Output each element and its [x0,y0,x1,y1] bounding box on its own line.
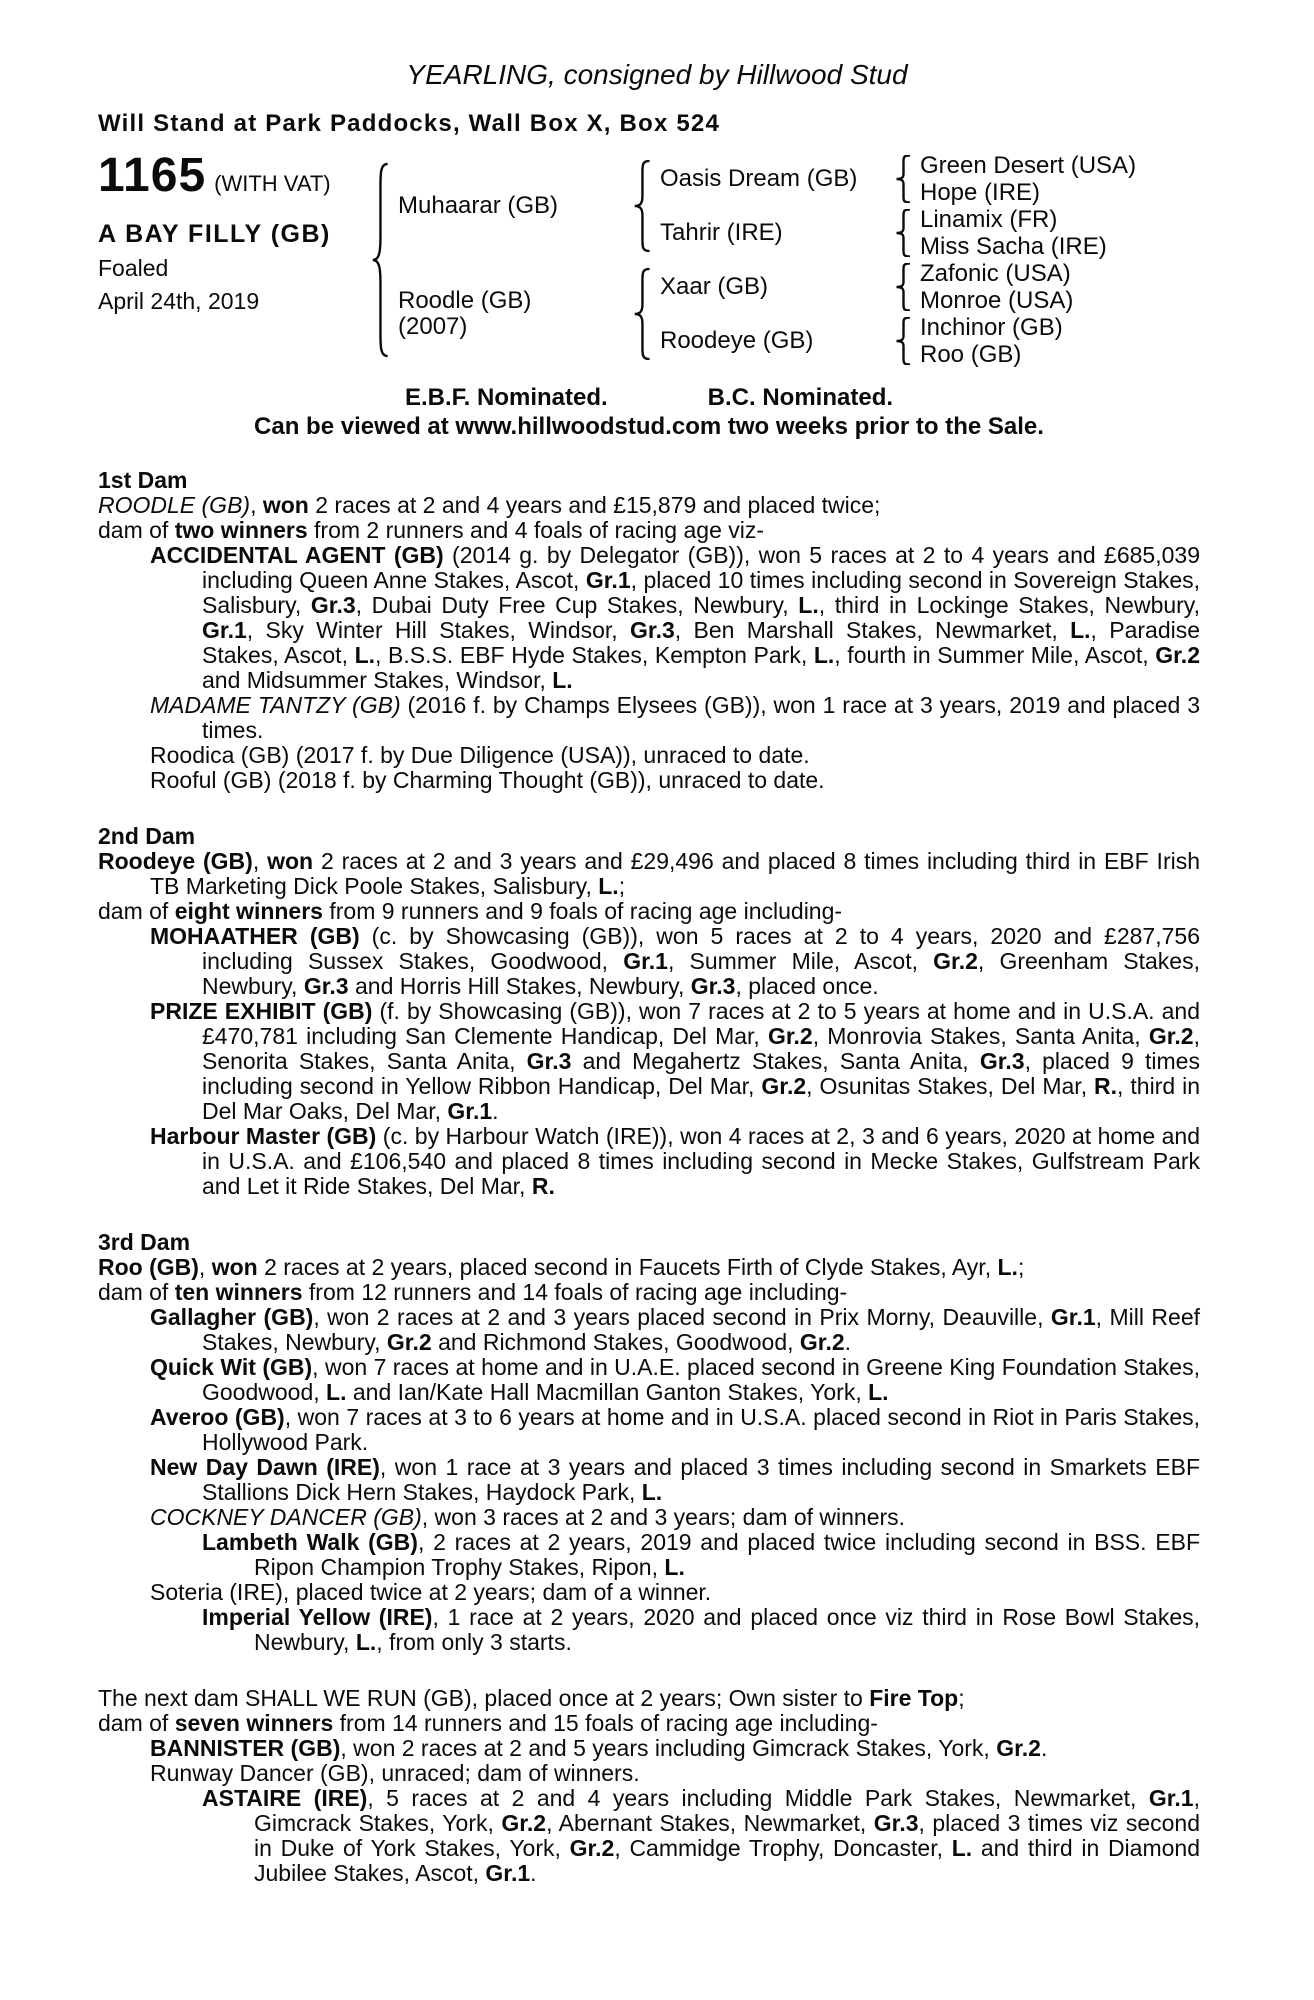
pedigree-paragraph [98,1455,1200,1505]
pedigree-brace-generation-2 [632,152,654,368]
pedigree-grandparent-cell [654,260,894,314]
text-segment: , won 2 races at 2 and 5 years including Gimcrack Stakes, York, [340,1735,997,1761]
horse-name: Tahrir (IRE) [660,219,783,246]
text-segment: , Summer Mile, Ascot, [667,948,934,974]
text-segment: , placed once. [735,973,879,999]
text-segment: Harbour Master (GB) [150,1123,377,1149]
text-segment: , Dubai Duty Free Cup Stakes, Newbury, [355,592,799,618]
brace-slot [894,152,914,206]
pedigree-great-grandparent-cell [914,287,1200,314]
text-segment: won [262,492,309,518]
pedigree-paragraph [98,743,1200,768]
text-segment: ; [958,1685,965,1711]
text-segment: (f. by Showcasing (GB)), won 7 races at 2 to 5 years at home and in U.S.A. and £470,781 including San Clemente Handicap, Del Mar, [202,998,1201,1049]
text-segment: Roodica (GB) (2017 f. by Due Diligence (USA)), unraced to date. [150,742,810,768]
text-segment: Imperial Yellow (IRE) [202,1604,433,1630]
text-segment: COCKNEY DANCER (GB) [150,1504,422,1530]
text-segment: L. [552,667,573,693]
curly-brace-icon [894,209,914,257]
curly-brace-icon [370,162,392,358]
text-segment: , Monrovia Stakes, Santa Anita, [812,1023,1149,1049]
pedigree-paragraph [98,1124,1200,1199]
text-segment: 2 races at 2 and 3 years and £29,496 and placed 8 times including third in EBF Irish TB Marketing Dick Poole Stakes, Salisbury, [150,848,1200,899]
text-segment: Gr.1 [585,567,631,593]
text-segment: Roodeye (GB) [98,848,253,874]
pedigree-paragraph [98,1530,1200,1580]
brace-slot [370,152,392,368]
text-segment: PRIZE EXHIBIT (GB) [150,998,373,1024]
text-segment: , won 1 race at 3 years and placed 3 times including second in Smarkets EBF Stallions Dick Hern Stakes, Haydock Park, [202,1454,1201,1505]
stand-location-line: Will Stand at Park Paddocks, Wall Box X, Box 524 [98,110,720,137]
curly-brace-icon [894,263,914,311]
text-segment: , [250,492,263,518]
pedigree-great-grandparents-column [914,152,1200,368]
text-segment: L. [598,873,619,899]
text-segment: , 1 race at 2 years, 2020 and placed once viz third in Rose Bowl Stakes, Newbury, [254,1604,1201,1655]
text-segment: , Osunitas Stakes, Del Mar, [806,1073,1095,1099]
text-segment: Gr.2 [761,1073,807,1099]
text-segment: , won 7 races at 3 to 6 years at home and in U.S.A. placed second in Riot in Paris Stakes, Hollywood Park. [202,1404,1201,1455]
text-segment: New Day Dawn (IRE) [150,1454,380,1480]
nomination-line [98,384,1200,412]
dam-heading: 2nd Dam [98,823,196,849]
text-segment: and Richmond Stakes, Goodwood, [431,1329,800,1355]
pedigree-great-grandparent-cell [914,233,1200,260]
pedigree-great-grandparent-cell [914,260,1200,287]
horse-name: Linamix (FR) [920,205,1058,233]
text-segment: (2016 f. by Champs Elysees (GB)), won 1 race at 3 years, 2019 and placed 3 times. [202,692,1200,743]
text-segment: Gr.1 [447,1098,493,1124]
text-segment: Gr.1 [485,1860,531,1886]
text-segment: , [198,1254,212,1280]
pedigree-brace-generation-3 [894,152,914,368]
text-segment: Gr.2 [501,1810,547,1836]
text-segment: Gr.2 [799,1329,845,1355]
viewing-line: Can be viewed at www.hillwoodstud.com two weeks prior to the Sale. [254,413,1044,440]
pedigree-paragraph [98,1580,1200,1605]
text-segment: won [267,848,314,874]
text-segment: Gr.3 [690,973,736,999]
text-segment: , won 2 races at 2 and 3 years placed second in Prix Morny, Deauville, [313,1304,1051,1330]
pedigree-paragraph [98,1605,1200,1655]
text-segment: dam of [98,898,175,924]
text-segment: MOHAATHER (GB) [150,923,360,949]
foaled-date: April 24th, 2019 [98,288,260,314]
text-segment: from 9 runners and 9 foals of racing age including- [322,898,843,924]
pedigree-paragraph [98,1505,1200,1530]
pedigree-grandparents-column [654,152,894,368]
pedigree-paragraph [98,899,1200,924]
text-segment: and Ian/Kate Hall Macmillan Ganton Stakes, York, [346,1379,869,1405]
text-segment: seven winners [174,1710,334,1736]
text-segment: Gr.1 [1050,1304,1096,1330]
text-segment: R. [531,1173,555,1199]
pedigree-paragraph [98,1355,1200,1405]
text-segment: L. [813,642,835,668]
text-segment: (c. by Harbour Watch (IRE)), won 4 races at 2, 3 and 6 years, 2020 at home and in U.S.A. and £106,540 and placed 8 times including second in Mecke Stakes, Gulfstream Park and Let it Ride Stakes, Del Mar, [202,1123,1200,1199]
pedigree-paragraph [98,543,1200,693]
dam-section [98,824,1200,1199]
horse-name: Inchinor (GB) [920,313,1063,341]
text-segment: and Horris Hill Stakes, Newbury, [348,973,691,999]
curly-brace-icon [894,317,914,365]
pedigree-paragraph [98,1280,1200,1305]
curly-brace-icon [632,160,654,252]
text-segment: ; [618,873,626,899]
text-segment: Gr.3 [630,617,675,643]
pedigree-paragraph [98,1405,1200,1455]
text-segment: , Senorita Stakes, Santa Anita, [202,1023,1200,1074]
pedigree-great-grandparent-cell [914,314,1200,341]
text-segment: Gr.2 [933,948,978,974]
pedigree-paragraph [98,693,1200,743]
text-segment: , Gimcrack Stakes, York, [254,1785,1200,1836]
dam-heading: 3rd Dam [98,1229,191,1255]
text-segment: 2 races at 2 years, placed second in Faucets Firth of Clyde Stakes, Ayr, [257,1254,998,1280]
lot-number: 1165 [98,149,207,202]
text-segment: Rooful (GB) (2018 f. by Charming Thought (GB)), unraced to date. [150,767,825,793]
pedigree-paragraph [98,493,1200,518]
text-segment: MADAME TANTZY (GB) [150,692,401,718]
pedigree-paragraph [98,1686,1200,1711]
text-segment: 2 races at 2 and 4 years and £15,879 and placed twice; [308,492,881,518]
text-segment: , fourth in Summer Mile, Ascot, [834,642,1156,668]
text-segment: L. [664,1554,685,1580]
pedigree-sire-dam-cell [392,260,632,368]
text-segment: Gr.2 [996,1735,1041,1761]
pedigree-paragraph [98,1761,1200,1786]
text-segment: , 2 races at 2 years, 2019 and placed twice including second in BSS. EBF Ripon Champion Trophy Stakes, Ripon, [254,1529,1200,1580]
curly-brace-icon [894,155,914,203]
text-segment: Quick Wit (GB) [150,1354,313,1380]
text-segment: Runway Dancer (GB), unraced; dam of winners. [150,1760,640,1786]
text-segment: Lambeth Walk (GB) [202,1529,418,1555]
brace-slot [894,314,914,368]
text-segment: Gr.3 [526,1048,572,1074]
pedigree-paragraph [98,768,1200,793]
pedigree-great-grandparent-cell [914,152,1200,179]
horse-name: Hope (IRE) [920,178,1041,206]
lot-info [98,149,370,315]
horse-name: Green Desert (USA) [920,151,1137,179]
horse-name: Oasis Dream (GB) [660,165,858,192]
dam-heading: 1st Dam [98,467,188,493]
text-segment: , placed 9 times including second in Yellow Ribbon Handicap, Del Mar, [202,1048,1200,1099]
text-segment: from 2 runners and 4 foals of racing age viz- [307,517,765,543]
text-segment: , 5 races at 2 and 4 years including Middle Park Stakes, Newmarket, [367,1785,1149,1811]
horse-name: Muhaarar (GB) [398,192,559,219]
text-segment: L. [951,1835,973,1861]
text-segment: Gr.3 [310,592,356,618]
text-segment: dam of [98,1710,175,1736]
text-segment: Averoo (GB) [150,1404,285,1430]
text-segment: and third in Diamond Jubilee Stakes, Ascot, [254,1835,1200,1886]
text-segment: and Megahertz Stakes, Santa Anita, [571,1048,980,1074]
text-segment: Gr.2 [1155,642,1200,668]
text-segment: Gallagher (GB) [150,1304,314,1330]
pedigree-sire-dam-cell [392,152,632,260]
text-segment: Gr.1 [623,948,668,974]
text-segment: won [211,1254,258,1280]
text-segment: ACCIDENTAL AGENT (GB) [150,542,444,568]
text-segment: , Ben Marshall Stakes, Newmarket, [674,617,1071,643]
text-segment: L. [997,1254,1018,1280]
foaled-label: Foaled [98,255,169,281]
text-segment: , third in Lockinge Stakes, Newbury, [818,592,1200,618]
text-segment: dam of [98,1279,175,1305]
horse-name: Roo (GB) [920,340,1022,368]
dam-section [98,1230,1200,1655]
pedigree-brace-generation-1 [370,152,392,368]
vat-note: (WITH VAT) [214,171,331,196]
text-segment: , [252,848,268,874]
text-segment: , from only 3 starts. [376,1629,572,1655]
text-segment: , Sky Winter Hill Stakes, Windsor, [246,617,631,643]
text-segment: The next dam SHALL WE RUN (GB), placed once at 2 years; Own sister to [98,1685,870,1711]
pedigree-grandparent-cell [654,206,894,260]
text-segment: L. [354,642,376,668]
text-segment: Gr.1 [202,617,247,643]
text-segment: Gr.3 [873,1810,919,1836]
text-segment: Gr.1 [1148,1785,1194,1811]
text-segment: Fire Top [869,1685,959,1711]
text-segment: Gr.2 [767,1023,813,1049]
text-segment: L. [326,1379,347,1405]
dam-section [98,468,1200,793]
text-segment: dam of [98,517,175,543]
horse-name: Miss Sacha (IRE) [920,232,1107,260]
text-segment: ten winners [174,1279,303,1305]
text-segment: ASTAIRE (IRE) [202,1785,368,1811]
pedigree-paragraph [98,1786,1200,1886]
text-segment: . [492,1098,499,1124]
dam-section [98,1686,1200,1886]
text-segment: Gr.2 [386,1329,432,1355]
text-segment: Soteria (IRE), placed twice at 2 years; dam of a winner. [150,1579,712,1605]
curly-brace-icon [632,268,654,360]
text-segment: Gr.3 [303,973,349,999]
text-segment: Gr.2 [1148,1023,1194,1049]
text-segment: from 14 runners and 15 foals of racing age including- [333,1710,878,1736]
pedigree-paragraph [98,518,1200,543]
text-segment: , Abernant Stakes, Newmarket, [546,1810,874,1836]
text-segment: L. [868,1379,889,1405]
pedigree-paragraph [98,924,1200,999]
text-segment: , placed 3 times viz second in Duke of York Stakes, York, [254,1810,1200,1861]
text-segment: L. [798,592,819,618]
nomination-label: B.C. Nominated. [707,384,894,411]
text-segment: L. [1070,617,1091,643]
pedigree-paragraph [98,1255,1200,1280]
pedigree-great-grandparent-cell [914,206,1200,233]
text-segment: R. [1094,1073,1118,1099]
page-content [98,110,1200,1886]
nomination-label: E.B.F. Nominated. [404,384,608,411]
pedigree-paragraph [98,849,1200,899]
text-segment: two winners [174,517,308,543]
pedigree-grandparent-cell [654,152,894,206]
text-segment: ROODLE (GB) [98,492,251,518]
pedigree-paragraph [98,1305,1200,1355]
horse-name: (2007) [398,313,468,340]
text-segment: and Midsummer Stakes, Windsor, [202,667,553,693]
pedigree-grandparent-cell [654,314,894,368]
text-segment: , B.S.S. EBF Hyde Stakes, Kempton Park, [375,642,814,668]
pedigree-great-grandparent-cell [914,341,1200,368]
text-segment: Gr.2 [569,1835,615,1861]
text-segment: , Mill Reef Stakes, Newbury, [202,1304,1201,1355]
pedigree-paragraph [98,1711,1200,1736]
brace-slot [632,152,654,260]
text-segment: eight winners [174,898,323,924]
page-title: YEARLING, consigned by Hillwood Stud [406,59,908,90]
text-segment: BANNISTER (GB) [150,1735,341,1761]
text-segment: , Greenham Stakes, Newbury, [202,948,1200,999]
horse-description: A BAY FILLY (GB) [98,220,331,248]
pedigree-paragraph [98,999,1200,1124]
text-segment: Gr.3 [979,1048,1025,1074]
text-segment: (2014 g. by Delegator (GB)), won 5 races at 2 to 4 years and £685,039 including Queen Anne Stakes, Ascot, [202,542,1200,593]
pedigree-block [98,149,1200,376]
text-segment: , Cammidge Trophy, Doncaster, [614,1835,952,1861]
text-segment: L. [641,1479,663,1505]
text-segment: (c. by Showcasing (GB)), won 5 races at 2 to 4 years, 2020 and £287,756 including Sussex Stakes, Goodwood, [202,923,1200,974]
text-segment: , Paradise Stakes, Ascot, [202,617,1201,668]
pedigree-sire-dam-column [392,152,632,368]
horse-name: Xaar (GB) [660,273,769,300]
horse-name: Roodle (GB) [398,287,532,314]
brace-slot [894,206,914,260]
pedigree-paragraph [98,1736,1200,1761]
text-segment: , third in Del Mar Oaks, Del Mar, [202,1073,1200,1124]
text-segment: L. [355,1629,377,1655]
text-segment: . [530,1860,537,1886]
horse-name: Roodeye (GB) [660,327,814,354]
text-segment: ; [1017,1254,1025,1280]
text-segment: , won 7 races at home and in U.A.E. placed second in Greene King Foundation Stakes, Goodwood, [202,1354,1200,1405]
pedigree-text [98,468,1200,1886]
horse-name: Monroe (USA) [920,286,1074,314]
text-segment: , placed 10 times including second in Sovereign Stakes, Salisbury, [202,567,1200,618]
brace-slot [894,260,914,314]
text-segment: Roo (GB) [98,1254,199,1280]
pedigree-tree [370,152,1200,368]
text-segment: . [1040,1735,1048,1761]
horse-name: Zafonic (USA) [920,259,1071,287]
text-segment: from 12 runners and 14 foals of racing age including- [302,1279,848,1305]
brace-slot [632,260,654,368]
text-segment: . [844,1329,852,1355]
text-segment: , won 3 races at 2 and 3 years; dam of winners. [421,1504,906,1530]
pedigree-great-grandparent-cell [914,179,1200,206]
